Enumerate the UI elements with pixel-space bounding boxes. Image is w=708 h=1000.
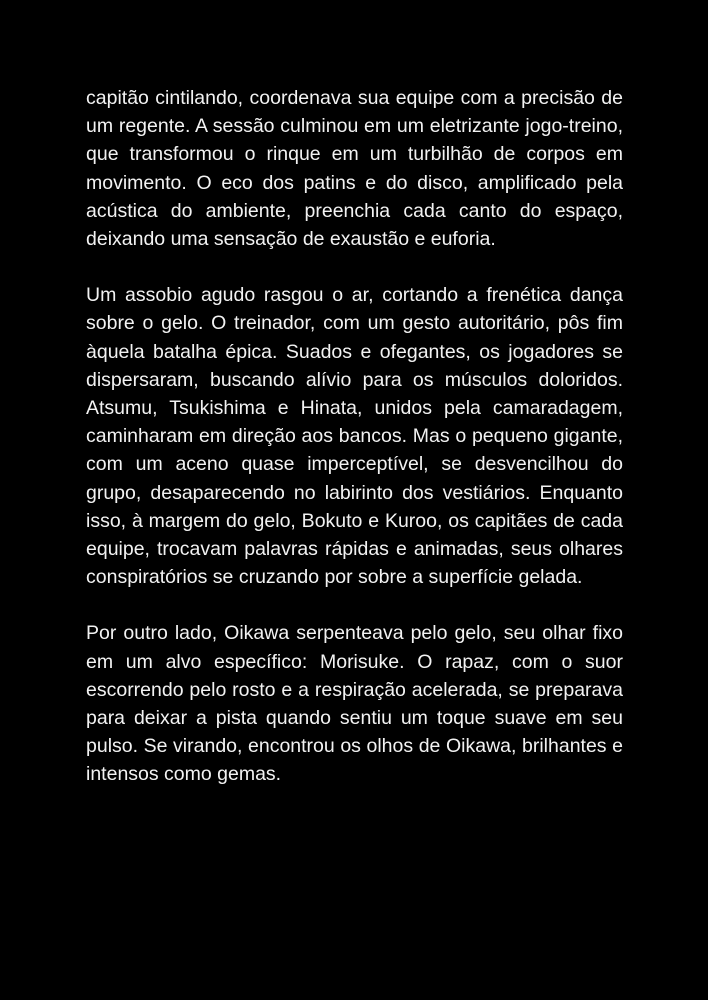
paragraph-2: Um assobio agudo rasgou o ar, cortando a frenética dança sobre o gelo. O treinador, com um gesto autoritário, pôs fim àquela batalha épica. Suados e ofegantes, os jogadores se dispersaram, buscando alívio para os músculos doloridos. Atsumu, Tsukishima e Hinata, unidos pela camaradagem, caminharam em direção aos bancos. Mas o pequeno gigante, com um aceno quase imperceptível, se desvencilhou do grupo, desaparecendo no labirinto dos vestiários. Enquanto isso, à margem do gelo, Bokuto e Kuroo, os capitães de cada equipe, trocavam palavras rápidas e animadas, seus olhares conspiratórios se cruzando por sobre a superfície gelada.: [86, 284, 623, 589]
paragraph-1: capitão cintilando, coordenava sua equipe com a precisão de um regente. A sessão culminou em um eletrizante jogo-treino, que transformou o rinque em um turbilhão de corpos em movimento. O eco dos patins e do disco, amplificado pela acústica do ambiente, preenchia cada canto do espaço, deixando uma sensação de exaustão e euforia.: [86, 87, 623, 251]
document-page: [86, 84, 623, 817]
paragraph-3: Por outro lado, Oikawa serpenteava pelo gelo, seu olhar fixo em um alvo específico: Morisuke. O rapaz, com o suor escorrendo pelo rosto e a respiração acelerada, se preparava para deixar a pista quando sentiu um toque suave em seu pulso. Se virando, encontrou os olhos de Oikawa, brilhantes e intensos como gemas.: [86, 622, 623, 786]
